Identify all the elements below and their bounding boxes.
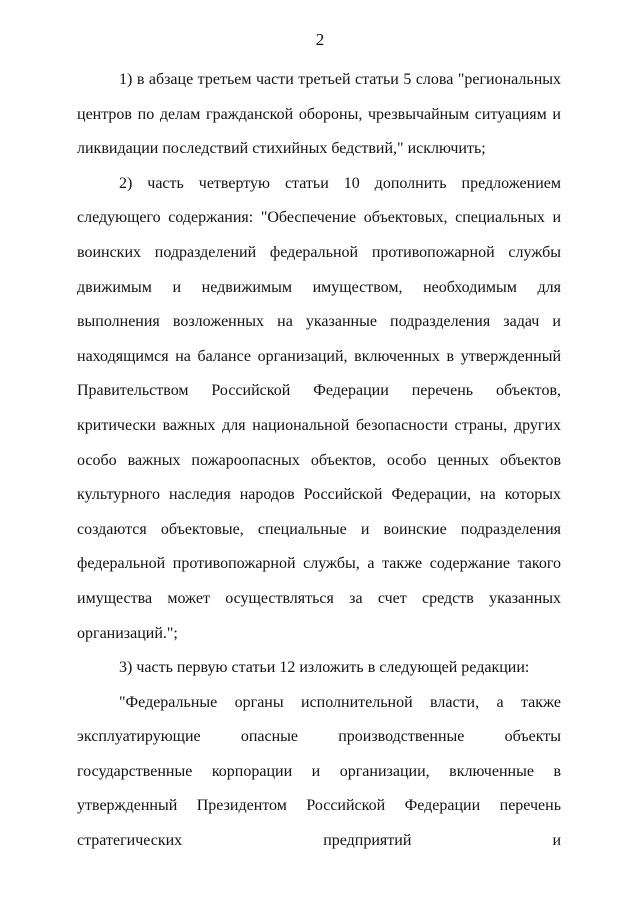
paragraph-item-3: 3) часть первую статьи 12 изложить в следующей редакции: [119,659,530,677]
paragraph-item-2: 2) часть четвертую статьи 10 дополнить предложением следующего содержания: "Обеспечение объектовых, специальных и воинских подразделений федеральной противопожарной службы движимым и недвижимым имуществом, необходимым для выполнения возложенных на указанные подразделения задач и находящимся на балансе организаций, включенных в утвержденный Правительством Российской Федерации перечень объектов, критически важных для национальной безопасности страны, других особо важных пожароопасных объектов, особо ценных объектов культурного наследия народов Российской Федерации, на которых создаются объектовые, специальные и воинские подразделения федеральной противопожарной службы, а также содержание такого имущества может осуществляться за счет средств указанных организаций."; [77,174,561,642]
document-body [77,63,561,859]
paragraph-item-1: 1) в абзаце третьем части третьей статьи 5 слова "региональных центров по делам гражданской обороны, чрезвычайным ситуациям и ликвидации последствий стихийных бедствий," исключить; [77,71,561,158]
paragraph-item-4: "Федеральные органы исполнительной власти, а также эксплуатирующие опасные производственные объекты государственные корпорации и организации, включенные в утвержденный Президентом Российской Федерации перечень стратегических предприятий и [77,693,561,850]
page-number: 2 [315,30,325,49]
